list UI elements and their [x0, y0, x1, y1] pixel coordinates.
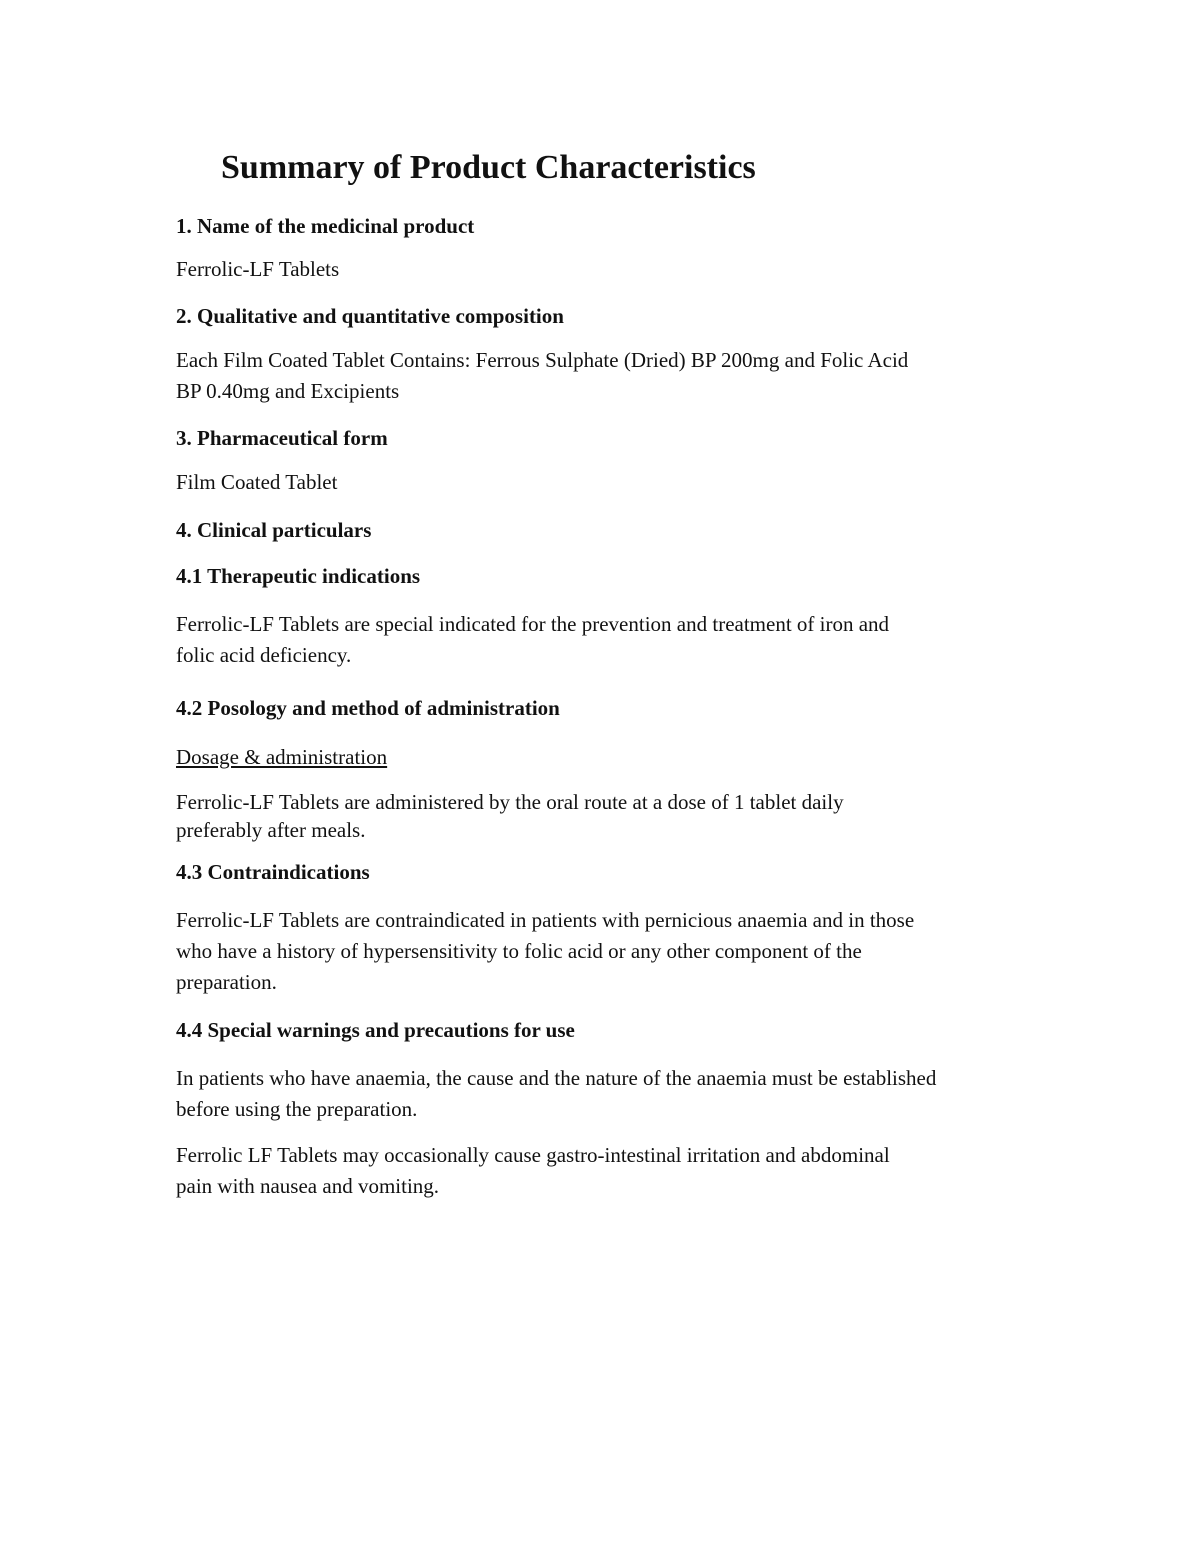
document-title: Summary of Product Characteristics: [221, 149, 756, 186]
section-4-1-heading: 4.1 Therapeutic indications: [176, 564, 421, 588]
section-4-3-text: [176, 905, 1056, 998]
text-line: preferably after meals.: [176, 818, 366, 842]
section-1-heading: 1. Name of the medicinal product: [176, 214, 475, 238]
section-2-text: [176, 345, 1056, 407]
text-line: preparation.: [176, 970, 277, 994]
text-line: BP 0.40mg and Excipients: [176, 379, 400, 403]
text-line: Ferrolic-LF Tablets are special indicated for the prevention and treatment of iron and: [176, 612, 890, 636]
text-line: pain with nausea and vomiting.: [176, 1174, 440, 1198]
text-line: who have a history of hypersensitivity to folic acid or any other component of the: [176, 939, 862, 963]
section-2-heading: 2. Qualitative and quantitative composition: [176, 304, 564, 328]
text-line: Ferrolic LF Tablets may occasionally cause gastro-intestinal irritation and abdominal: [176, 1143, 890, 1167]
section-4-4-heading: 4.4 Special warnings and precautions for use: [176, 1018, 575, 1042]
section-4-4-paragraph-1: [176, 1063, 1056, 1125]
section-1-text: [176, 254, 1056, 285]
section-4-4-paragraph-2: [176, 1140, 1056, 1202]
text-line: Ferrolic-LF Tablets are contraindicated in patients with pernicious anaemia and in those: [176, 908, 915, 932]
section-4-1-text: [176, 609, 1056, 671]
section-4-heading: 4. Clinical particulars: [176, 518, 372, 542]
section-3-heading: 3. Pharmaceutical form: [176, 426, 388, 450]
text-line: Ferrolic-LF Tablets: [176, 257, 340, 281]
text-line: In patients who have anaemia, the cause and the nature of the anaemia must be established: [176, 1066, 937, 1090]
section-3-text: [176, 467, 1056, 498]
section-4-2-subheading: [176, 742, 1056, 773]
text-line: Each Film Coated Tablet Contains: Ferrous Sulphate (Dried) BP 200mg and Folic Acid: [176, 348, 909, 372]
section-4-3-heading: 4.3 Contraindications: [176, 860, 370, 884]
section-4-2-heading: 4.2 Posology and method of administration: [176, 696, 560, 720]
section-4-2-text: [176, 788, 1056, 844]
text-line: before using the preparation.: [176, 1097, 418, 1121]
text-line: Ferrolic-LF Tablets are administered by the oral route at a dose of 1 tablet daily: [176, 790, 844, 814]
text-line: Film Coated Tablet: [176, 470, 338, 494]
dosage-subheading: Dosage & administration: [176, 745, 388, 769]
text-line: folic acid deficiency.: [176, 643, 352, 667]
